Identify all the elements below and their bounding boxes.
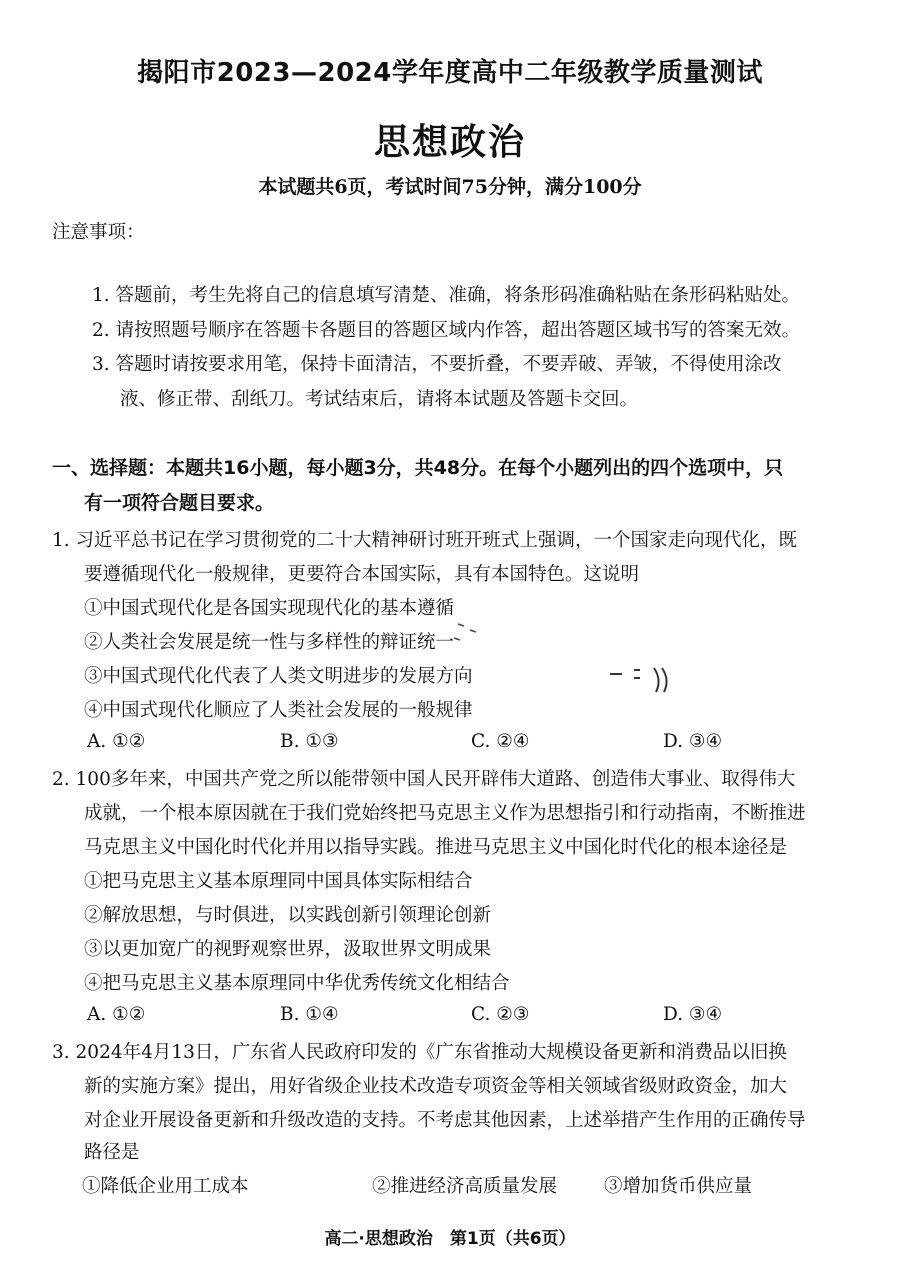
- notes-heading: 注意事项：: [52, 222, 145, 243]
- option-c[interactable]: C. ②④: [471, 731, 530, 752]
- note-item-3: 3. 答题时请按要求用笔，保持卡面清洁，不要折叠，不要弄破、弄皱，不得使用涂改: [92, 354, 782, 375]
- question-3-statement-3: ③增加货币供应量: [604, 1176, 753, 1197]
- question-3-statement-2: ②推进经济高质量发展: [372, 1176, 558, 1197]
- question-2-statement-2: ②解放思想，与时俱进，以实践创新引领理论创新: [84, 905, 492, 926]
- pencil-mark: [448, 618, 488, 648]
- section-heading-line2: 有一项符合题目要求。: [84, 492, 275, 514]
- question-3-stem-line4: 路径是: [84, 1142, 140, 1163]
- question-1-stem-line1: 1. 习近平总书记在学习贯彻党的二十大精神研讨班开班式上强调，一个国家走向现代化，既: [52, 530, 798, 551]
- exam-info: 本试题共6页，考试时间75分钟，满分100分: [258, 176, 642, 198]
- question-2-stem-line2: 成就，一个根本原因就在于我们党始终把马克思主义作为思想指引和行动指南，不断推进: [84, 803, 806, 824]
- question-1-statement-4: ④中国式现代化顺应了人类社会发展的一般规律: [84, 700, 473, 721]
- question-3-stem-line2: 新的实施方案》提出，用好省级企业技术改造专项资金等相关领域省级财政资金，加大: [84, 1076, 788, 1097]
- question-2-stem-line3: 马克思主义中国化时代化并用以指导实践。推进马克思主义中国化时代化的根本途径是: [84, 837, 788, 858]
- option-d[interactable]: D. ③④: [663, 731, 723, 752]
- question-3-statement-1: ①降低企业用工成本: [82, 1176, 249, 1197]
- question-1-statement-3: ③中国式现代化代表了人类文明进步的发展方向: [84, 666, 473, 687]
- option-b[interactable]: B. ①④: [280, 1004, 339, 1025]
- note-item-3-cont: 液、修正带、刮纸刀。考试结束后，请将本试题及答题卡交回。: [120, 389, 639, 410]
- question-2-statement-3: ③以更加宽广的视野观察世界，汲取世界文明成果: [84, 939, 492, 960]
- option-c[interactable]: C. ②③: [471, 1004, 530, 1025]
- exam-title: 揭阳市2023—2024学年度高中二年级教学质量测试: [137, 58, 763, 88]
- question-2-stem-line1: 2. 100多年来，中国共产党之所以能带领中国人民开辟伟大道路、创造伟大事业、取得伟大: [52, 769, 796, 790]
- section-heading-line1: 一、选择题：本题共16小题，每小题3分，共48分。在每个小题列出的四个选项中，只: [52, 457, 784, 479]
- option-b[interactable]: B. ①③: [280, 731, 339, 752]
- question-1-statement-1: ①中国式现代化是各国实现现代化的基本遵循: [84, 598, 455, 619]
- option-a[interactable]: A. ①②: [87, 1004, 146, 1025]
- note-item-2: 2. 请按照题号顺序在答题卡各题目的答题区域内作答，超出答题区域书写的答案无效。: [92, 320, 801, 341]
- question-2-statement-1: ①把马克思主义基本原理同中国具体实际相结合: [84, 871, 473, 892]
- question-3-stem-line3: 对企业开展设备更新和升级改造的支持。不考虑其他因素，上述举措产生作用的正确传导: [84, 1110, 806, 1131]
- question-2-statement-4: ④把马克思主义基本原理同中华优秀传统文化相结合: [84, 973, 510, 994]
- note-item-1: 1. 答题前，考生先将自己的信息填写清楚、准确，将条形码准确粘贴在条形码粘贴处。: [92, 285, 801, 306]
- option-a[interactable]: A. ①②: [87, 731, 146, 752]
- page-footer: 高二·思想政治 第1页（共6页）: [324, 1229, 576, 1249]
- question-1-options: [87, 731, 857, 757]
- question-3-stem-line1: 3. 2024年4月13日，广东省人民政府印发的《广东省推动大规模设备更新和消费品以旧换: [52, 1042, 787, 1063]
- question-1-stem-line2: 要遵循现代化一般规律，更要符合本国实际，具有本国特色。这说明: [84, 564, 640, 585]
- question-3-statements: [82, 1172, 842, 1198]
- pencil-scribble: [602, 660, 682, 700]
- option-d[interactable]: D. ③④: [663, 1004, 723, 1025]
- question-2-options: [87, 1004, 857, 1030]
- question-1-statement-2: ②人类社会发展是统一性与多样性的辩证统一: [84, 632, 455, 653]
- subject-title: 思想政治: [373, 122, 526, 163]
